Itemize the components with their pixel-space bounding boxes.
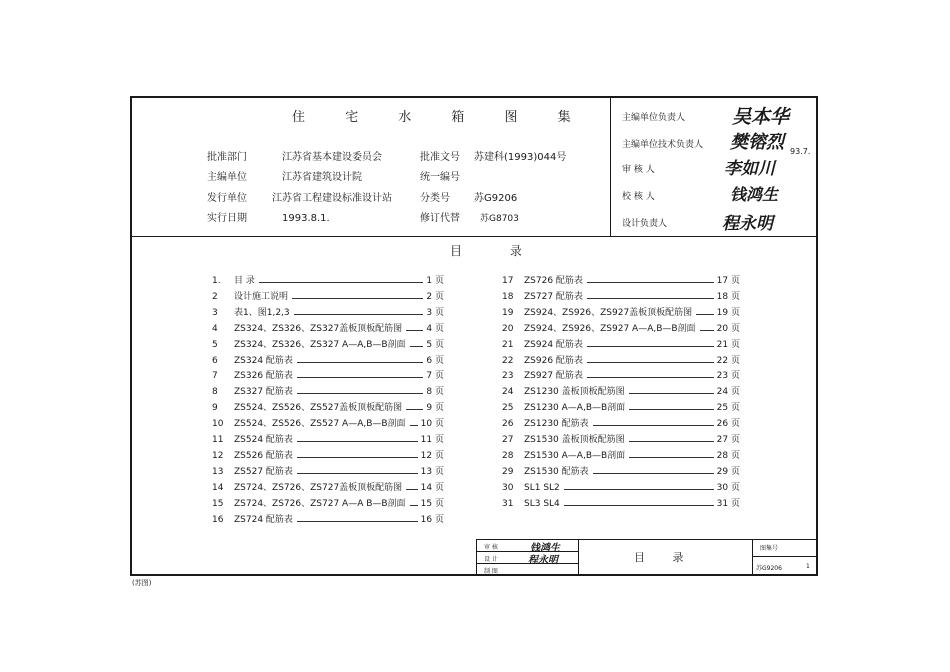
toc-page: 29 页 bbox=[716, 466, 740, 477]
footer-row-line bbox=[752, 556, 818, 557]
toc-number: 10 bbox=[212, 419, 224, 430]
toc-page: 21 页 bbox=[716, 339, 740, 350]
toc-number: 29 bbox=[502, 466, 514, 477]
toc-row bbox=[212, 497, 444, 512]
toc-number: 13 bbox=[212, 466, 224, 477]
toc-page: 12 页 bbox=[420, 450, 444, 461]
toc-entry-name: ZS1230 A—A,B—B剖面 bbox=[524, 403, 626, 414]
footer-sign-label: 设 计 bbox=[484, 556, 498, 563]
toc-leader-line bbox=[259, 282, 423, 283]
toc-page: 7 页 bbox=[426, 371, 444, 382]
toc-page: 28 页 bbox=[716, 450, 740, 461]
toc-number: 23 bbox=[502, 371, 514, 382]
toc-entry-name: SL3 SL4 bbox=[524, 498, 560, 509]
toc-entry-name: ZS1230 配筋表 bbox=[524, 419, 589, 430]
toc-page: 26 页 bbox=[716, 419, 740, 430]
toc-number: 27 bbox=[502, 435, 514, 445]
toc-entry-name: ZS1530 盖板顶板配筋图 bbox=[524, 435, 625, 445]
toc-leader-line bbox=[587, 282, 714, 283]
toc-row bbox=[502, 433, 740, 448]
footer-row-line bbox=[476, 551, 578, 552]
toc-number: 20 bbox=[502, 323, 514, 334]
responsible-label: 设计负责人 bbox=[622, 219, 668, 229]
toc-row bbox=[502, 338, 740, 353]
toc-entry-name: ZS927 配筋表 bbox=[524, 371, 583, 382]
approval-label: 统一编号 bbox=[420, 172, 460, 183]
toc-page: 6 页 bbox=[426, 355, 444, 366]
toc-entry-name: ZS924 配筋表 bbox=[524, 339, 583, 350]
signature: 钱鸿生 bbox=[730, 185, 779, 204]
toc-number: 25 bbox=[502, 403, 514, 414]
toc-row bbox=[502, 306, 740, 321]
footer-row-line bbox=[476, 563, 578, 564]
toc-number: 30 bbox=[502, 482, 514, 493]
toc-number: 18 bbox=[502, 291, 514, 302]
toc-row bbox=[212, 513, 444, 528]
toc-row bbox=[502, 274, 740, 289]
toc-leader-line bbox=[629, 393, 714, 394]
toc-page: 17 页 bbox=[716, 276, 740, 286]
toc-entry-name: 表1、图1,2,3 bbox=[234, 307, 290, 318]
header-divider bbox=[132, 236, 816, 237]
toc-page: 19 页 bbox=[716, 307, 740, 318]
footer-divider bbox=[752, 539, 753, 576]
toc-leader-line bbox=[696, 314, 714, 315]
page-number: 1 bbox=[806, 563, 810, 570]
footer-title: 目 录 bbox=[634, 551, 696, 564]
toc-page: 18 页 bbox=[716, 291, 740, 302]
toc-leader-line bbox=[406, 330, 423, 331]
toc-leader-line bbox=[297, 521, 418, 522]
toc-row bbox=[502, 497, 740, 512]
toc-number: 11 bbox=[212, 435, 224, 445]
approval-label: 分类号 bbox=[420, 193, 450, 204]
toc-entry-name: ZS924、ZS926、ZS927 A—A,B—B剖面 bbox=[524, 323, 696, 334]
approval-label: 批准文号 bbox=[420, 152, 460, 163]
toc-number: 14 bbox=[212, 482, 224, 493]
toc-row bbox=[212, 385, 444, 400]
toc-leader-line bbox=[587, 377, 714, 378]
toc-entry-name: ZS726 配筋表 bbox=[524, 276, 583, 286]
approval-label: 批准部门 bbox=[207, 152, 247, 163]
toc-row bbox=[212, 401, 444, 416]
toc-row bbox=[212, 274, 444, 289]
toc-number: 2 bbox=[212, 291, 218, 302]
footer-signature: 钱鸿生 bbox=[530, 543, 560, 554]
toc-row bbox=[212, 322, 444, 337]
toc-row bbox=[502, 417, 740, 432]
toc-number: 19 bbox=[502, 307, 514, 318]
approval-value: 苏建科(1993)044号 bbox=[474, 152, 567, 163]
responsible-label: 主编单位负责人 bbox=[622, 113, 686, 123]
header-right-divider bbox=[610, 98, 611, 236]
toc-leader-line bbox=[297, 377, 423, 378]
responsible-label: 主编单位技术负责人 bbox=[622, 140, 704, 150]
toc-page: 20 页 bbox=[716, 323, 740, 334]
toc-leader-line bbox=[297, 473, 418, 474]
approval-label: 发行单位 bbox=[207, 193, 247, 204]
toc-row bbox=[212, 306, 444, 321]
toc-number: 16 bbox=[212, 514, 224, 525]
toc-page: 24 页 bbox=[716, 387, 740, 398]
toc-number: 9 bbox=[212, 403, 218, 414]
toc-row bbox=[502, 481, 740, 496]
toc-leader-line bbox=[297, 393, 423, 394]
toc-number: 26 bbox=[502, 419, 514, 430]
toc-leader-line bbox=[629, 457, 714, 458]
signature: 樊镕烈 bbox=[730, 132, 784, 153]
toc-entry-name: ZS926 配筋表 bbox=[524, 355, 583, 366]
footer-left-line bbox=[476, 539, 477, 576]
toc-leader-line bbox=[292, 298, 423, 299]
toc-number: 21 bbox=[502, 339, 514, 350]
toc-entry-name: ZS324 配筋表 bbox=[234, 355, 293, 366]
toc-page: 16 页 bbox=[420, 514, 444, 525]
toc-page: 15 页 bbox=[420, 498, 444, 509]
atlas-number-value: 苏G9206 bbox=[756, 565, 782, 572]
toc-page: 14 页 bbox=[420, 482, 444, 493]
toc-heading: 目 录 bbox=[450, 244, 544, 258]
toc-entry-name: ZS324、ZS326、ZS327盖板顶板配筋图 bbox=[234, 323, 403, 334]
toc-row bbox=[212, 449, 444, 464]
footer-divider bbox=[578, 539, 579, 576]
toc-page: 9 页 bbox=[426, 403, 444, 414]
toc-entry-name: ZS724 配筋表 bbox=[234, 514, 293, 525]
toc-leader-line bbox=[587, 346, 714, 347]
toc-row bbox=[502, 290, 740, 305]
toc-page: 2 页 bbox=[426, 291, 444, 302]
corner-note: (苏图) bbox=[132, 579, 152, 587]
toc-entry-name: 目 录 bbox=[234, 276, 255, 286]
toc-page: 5 页 bbox=[426, 339, 444, 350]
toc-page: 27 页 bbox=[716, 435, 740, 445]
toc-page: 4 页 bbox=[426, 323, 444, 334]
toc-number: 1. bbox=[212, 276, 221, 286]
signature-date: 93.7. bbox=[790, 147, 811, 156]
toc-row bbox=[212, 465, 444, 480]
toc-number: 24 bbox=[502, 387, 514, 398]
toc-leader-line bbox=[297, 441, 418, 442]
approval-label: 实行日期 bbox=[207, 213, 247, 224]
toc-page: 22 页 bbox=[716, 355, 740, 366]
toc-leader-line bbox=[593, 425, 714, 426]
toc-page: 11 页 bbox=[420, 435, 444, 445]
toc-entry-name: ZS724、ZS726、ZS727盖板顶板配筋图 bbox=[234, 482, 403, 493]
approval-value: 苏G9206 bbox=[474, 193, 518, 204]
toc-page: 3 页 bbox=[426, 307, 444, 318]
toc-leader-line bbox=[297, 362, 423, 363]
toc-number: 17 bbox=[502, 276, 514, 286]
toc-row bbox=[212, 354, 444, 369]
toc-leader-line bbox=[297, 457, 418, 458]
approval-value: 江苏省基本建设委员会 bbox=[282, 152, 382, 163]
toc-row bbox=[212, 338, 444, 353]
toc-entry-name: SL1 SL2 bbox=[524, 482, 560, 493]
toc-entry-name: ZS924、ZS926、ZS927盖板顶板配筋图 bbox=[524, 307, 693, 318]
toc-leader-line bbox=[406, 409, 423, 410]
toc-number: 5 bbox=[212, 339, 218, 350]
atlas-number-label: 图集号 bbox=[760, 545, 779, 552]
signature: 吴本华 bbox=[732, 106, 790, 128]
toc-entry-name: 设计施工说明 bbox=[234, 291, 289, 302]
approval-label: 主编单位 bbox=[207, 172, 247, 183]
responsible-label: 校 核 人 bbox=[622, 192, 655, 202]
footer-signature: 程永明 bbox=[528, 555, 558, 566]
toc-row bbox=[212, 481, 444, 496]
toc-number: 3 bbox=[212, 307, 218, 318]
toc-row bbox=[502, 354, 740, 369]
toc-row bbox=[212, 433, 444, 448]
toc-entry-name: ZS526 配筋表 bbox=[234, 450, 293, 461]
toc-row bbox=[502, 322, 740, 337]
toc-row bbox=[212, 290, 444, 305]
toc-entry-name: ZS724、ZS726、ZS727 A—A B—B剖面 bbox=[234, 498, 406, 509]
toc-leader-line bbox=[294, 314, 423, 315]
toc-page: 13 页 bbox=[420, 466, 444, 477]
toc-leader-line bbox=[406, 489, 418, 490]
toc-number: 8 bbox=[212, 387, 218, 398]
approval-value: 江苏省工程建设标准设计站 bbox=[272, 193, 392, 204]
toc-leader-line bbox=[410, 346, 423, 347]
toc-row bbox=[502, 465, 740, 480]
approval-value: 苏G8703 bbox=[480, 214, 519, 224]
toc-page: 31 页 bbox=[716, 498, 740, 509]
footer-top-line bbox=[476, 539, 818, 540]
toc-page: 8 页 bbox=[426, 387, 444, 398]
toc-number: 12 bbox=[212, 450, 224, 461]
signature: 李如川 bbox=[724, 159, 775, 179]
toc-number: 28 bbox=[502, 450, 514, 461]
toc-leader-line bbox=[629, 409, 714, 410]
toc-row bbox=[212, 417, 444, 432]
approval-value: 江苏省建筑设计院 bbox=[282, 172, 362, 183]
approval-value: 1993.8.1. bbox=[282, 213, 330, 224]
toc-entry-name: ZS324、ZS326、ZS327 A—A,B—B剖面 bbox=[234, 339, 406, 350]
toc-leader-line bbox=[410, 505, 418, 506]
toc-leader-line bbox=[564, 489, 714, 490]
toc-row bbox=[502, 369, 740, 384]
toc-entry-name: ZS326 配筋表 bbox=[234, 371, 293, 382]
toc-row bbox=[502, 449, 740, 464]
toc-leader-line bbox=[629, 441, 714, 442]
footer-sign-label: 制 图 bbox=[484, 568, 498, 575]
toc-page: 30 页 bbox=[716, 482, 740, 493]
footer-sign-label: 审 核 bbox=[484, 544, 498, 551]
toc-leader-line bbox=[593, 473, 714, 474]
toc-entry-name: ZS327 配筋表 bbox=[234, 387, 293, 398]
toc-row bbox=[502, 385, 740, 400]
toc-leader-line bbox=[587, 298, 714, 299]
toc-page: 1 页 bbox=[426, 276, 444, 286]
toc-number: 4 bbox=[212, 323, 218, 334]
toc-entry-name: ZS527 配筋表 bbox=[234, 466, 293, 477]
toc-entry-name: ZS1230 盖板顶板配筋图 bbox=[524, 387, 625, 398]
toc-row bbox=[502, 401, 740, 416]
toc-page: 23 页 bbox=[716, 371, 740, 382]
toc-entry-name: ZS524 配筋表 bbox=[234, 435, 293, 445]
approval-label: 修订代替 bbox=[420, 213, 460, 224]
atlas-title: 住 宅 水 箱 图 集 bbox=[292, 110, 589, 125]
toc-row bbox=[212, 369, 444, 384]
toc-leader-line bbox=[587, 362, 714, 363]
toc-number: 22 bbox=[502, 355, 514, 366]
toc-entry-name: ZS524、ZS526、ZS527 A—A,B—B剖面 bbox=[234, 419, 406, 430]
drawing-sheet bbox=[130, 96, 818, 576]
responsible-label: 审 核 人 bbox=[622, 165, 655, 175]
toc-entry-name: ZS1530 配筋表 bbox=[524, 466, 589, 477]
toc-page: 25 页 bbox=[716, 403, 740, 414]
toc-leader-line bbox=[564, 505, 714, 506]
toc-entry-name: ZS727 配筋表 bbox=[524, 291, 583, 302]
toc-number: 6 bbox=[212, 355, 218, 366]
toc-entry-name: ZS524、ZS526、ZS527盖板顶板配筋图 bbox=[234, 403, 403, 414]
toc-entry-name: ZS1530 A—A,B—B剖面 bbox=[524, 450, 626, 461]
toc-number: 15 bbox=[212, 498, 224, 509]
toc-page: 10 页 bbox=[420, 419, 444, 430]
toc-leader-line bbox=[700, 330, 714, 331]
toc-leader-line bbox=[410, 425, 418, 426]
signature: 程永明 bbox=[722, 214, 773, 234]
toc-number: 7 bbox=[212, 371, 218, 382]
toc-number: 31 bbox=[502, 498, 514, 509]
